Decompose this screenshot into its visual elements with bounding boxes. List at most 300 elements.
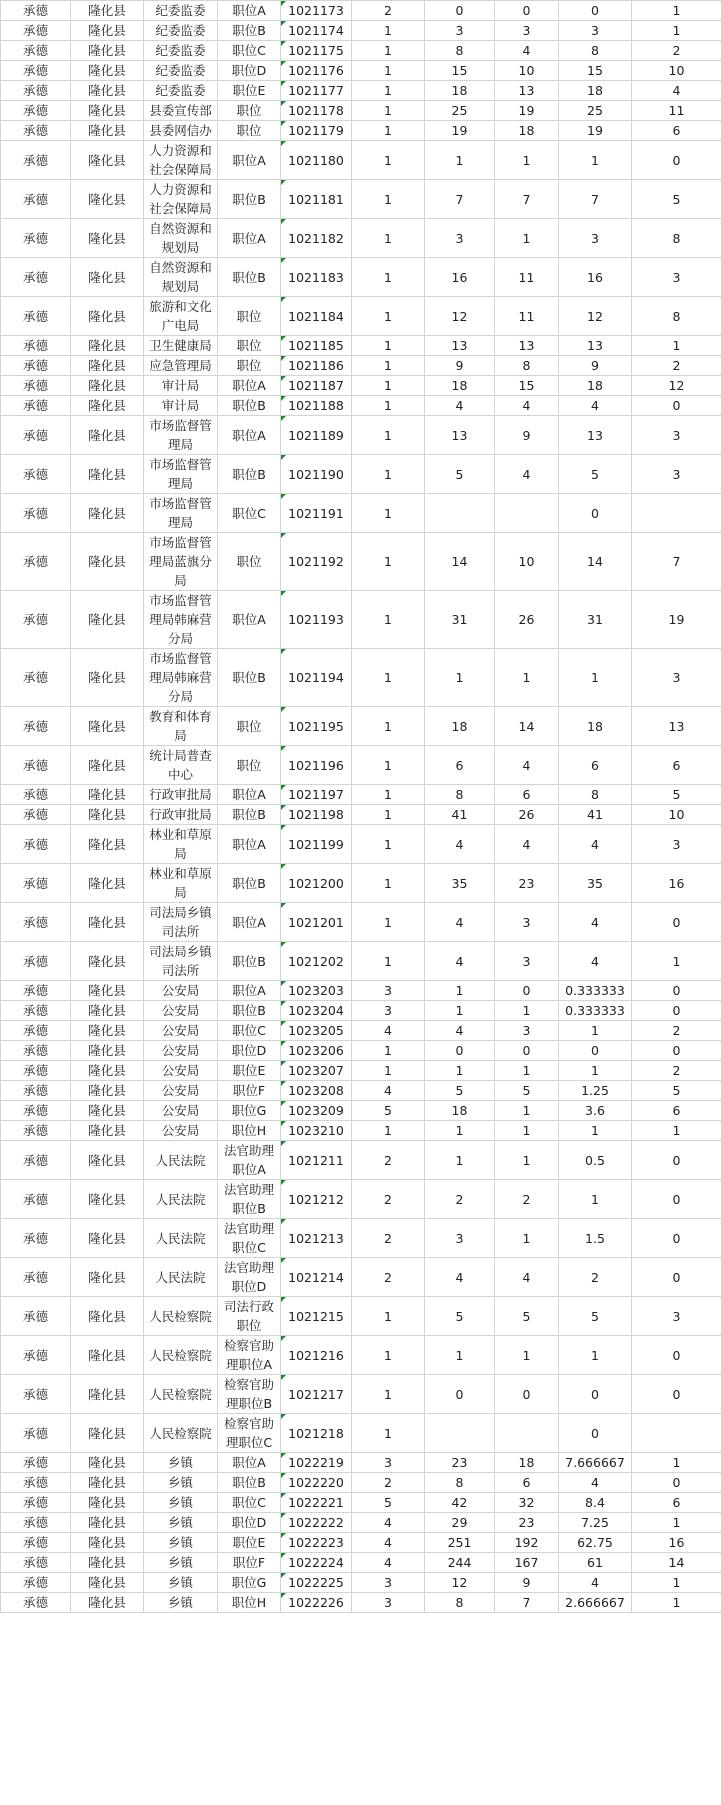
- city-cell[interactable]: 承德: [1, 1553, 71, 1573]
- city-cell[interactable]: 承德: [1, 376, 71, 396]
- paid-cell[interactable]: 0: [632, 141, 721, 180]
- paid-cell[interactable]: 16: [632, 1533, 721, 1553]
- county-cell[interactable]: 隆化县: [71, 101, 144, 121]
- applicants-cell[interactable]: 8: [425, 785, 495, 805]
- county-cell[interactable]: 隆化县: [71, 61, 144, 81]
- quota-cell[interactable]: 1: [352, 336, 425, 356]
- quota-cell[interactable]: 1: [352, 101, 425, 121]
- ratio-cell[interactable]: 0: [559, 1, 632, 21]
- paid-cell[interactable]: [632, 1414, 721, 1453]
- approved-cell[interactable]: 3: [495, 21, 559, 41]
- code-cell[interactable]: 1021194: [281, 649, 352, 707]
- code-cell[interactable]: 1023203: [281, 981, 352, 1001]
- approved-cell[interactable]: 15: [495, 376, 559, 396]
- county-cell[interactable]: 隆化县: [71, 1101, 144, 1121]
- position-cell[interactable]: 检察官助理职位B: [218, 1375, 281, 1414]
- county-cell[interactable]: 隆化县: [71, 785, 144, 805]
- county-cell[interactable]: 隆化县: [71, 864, 144, 903]
- city-cell[interactable]: 承德: [1, 61, 71, 81]
- code-cell[interactable]: 1021213: [281, 1219, 352, 1258]
- approved-cell[interactable]: 1: [495, 1121, 559, 1141]
- position-cell[interactable]: 职位H: [218, 1593, 281, 1613]
- paid-cell[interactable]: 10: [632, 61, 721, 81]
- county-cell[interactable]: 隆化县: [71, 1414, 144, 1453]
- approved-cell[interactable]: 1: [495, 1001, 559, 1021]
- code-cell[interactable]: 1021199: [281, 825, 352, 864]
- department-cell[interactable]: 卫生健康局: [144, 336, 218, 356]
- code-cell[interactable]: 1023207: [281, 1061, 352, 1081]
- code-cell[interactable]: 1021193: [281, 591, 352, 649]
- city-cell[interactable]: 承德: [1, 1121, 71, 1141]
- county-cell[interactable]: 隆化县: [71, 356, 144, 376]
- ratio-cell[interactable]: 1.5: [559, 1219, 632, 1258]
- position-cell[interactable]: 职位F: [218, 1553, 281, 1573]
- city-cell[interactable]: 承德: [1, 1414, 71, 1453]
- quota-cell[interactable]: 1: [352, 297, 425, 336]
- applicants-cell[interactable]: 0: [425, 1041, 495, 1061]
- position-cell[interactable]: 职位D: [218, 61, 281, 81]
- department-cell[interactable]: 县委网信办: [144, 121, 218, 141]
- code-cell[interactable]: 1021185: [281, 336, 352, 356]
- quota-cell[interactable]: 1: [352, 942, 425, 981]
- applicants-cell[interactable]: 4: [425, 825, 495, 864]
- paid-cell[interactable]: 2: [632, 1061, 721, 1081]
- position-cell[interactable]: 职位A: [218, 1453, 281, 1473]
- applicants-cell[interactable]: 31: [425, 591, 495, 649]
- code-cell[interactable]: 1023209: [281, 1101, 352, 1121]
- position-cell[interactable]: 职位A: [218, 785, 281, 805]
- paid-cell[interactable]: 8: [632, 297, 721, 336]
- applicants-cell[interactable]: 12: [425, 297, 495, 336]
- paid-cell[interactable]: 3: [632, 416, 721, 455]
- paid-cell[interactable]: 12: [632, 376, 721, 396]
- code-cell[interactable]: 1021184: [281, 297, 352, 336]
- position-cell[interactable]: 职位B: [218, 180, 281, 219]
- ratio-cell[interactable]: 1.25: [559, 1081, 632, 1101]
- quota-cell[interactable]: 1: [352, 805, 425, 825]
- applicants-cell[interactable]: 4: [425, 396, 495, 416]
- department-cell[interactable]: 自然资源和规划局: [144, 219, 218, 258]
- position-cell[interactable]: 职位A: [218, 825, 281, 864]
- applicants-cell[interactable]: 1: [425, 1001, 495, 1021]
- quota-cell[interactable]: 4: [352, 1081, 425, 1101]
- code-cell[interactable]: 1022225: [281, 1573, 352, 1593]
- ratio-cell[interactable]: 1: [559, 1121, 632, 1141]
- approved-cell[interactable]: 5: [495, 1297, 559, 1336]
- department-cell[interactable]: 乡镇: [144, 1493, 218, 1513]
- applicants-cell[interactable]: 0: [425, 1, 495, 21]
- city-cell[interactable]: 承德: [1, 1453, 71, 1473]
- ratio-cell[interactable]: 8.4: [559, 1493, 632, 1513]
- county-cell[interactable]: 隆化县: [71, 707, 144, 746]
- county-cell[interactable]: 隆化县: [71, 1081, 144, 1101]
- position-cell[interactable]: 职位: [218, 356, 281, 376]
- city-cell[interactable]: 承德: [1, 1336, 71, 1375]
- position-cell[interactable]: 职位C: [218, 494, 281, 533]
- approved-cell[interactable]: 13: [495, 81, 559, 101]
- applicants-cell[interactable]: 8: [425, 1593, 495, 1613]
- department-cell[interactable]: 审计局: [144, 376, 218, 396]
- ratio-cell[interactable]: 1: [559, 1021, 632, 1041]
- quota-cell[interactable]: 1: [352, 1121, 425, 1141]
- city-cell[interactable]: 承德: [1, 41, 71, 61]
- county-cell[interactable]: 隆化县: [71, 41, 144, 61]
- position-cell[interactable]: 职位G: [218, 1101, 281, 1121]
- paid-cell[interactable]: 0: [632, 396, 721, 416]
- code-cell[interactable]: 1021200: [281, 864, 352, 903]
- ratio-cell[interactable]: 5: [559, 1297, 632, 1336]
- ratio-cell[interactable]: 0: [559, 1041, 632, 1061]
- code-cell[interactable]: 1021196: [281, 746, 352, 785]
- city-cell[interactable]: 承德: [1, 1041, 71, 1061]
- ratio-cell[interactable]: 4: [559, 1573, 632, 1593]
- applicants-cell[interactable]: 6: [425, 746, 495, 785]
- applicants-cell[interactable]: 4: [425, 1021, 495, 1041]
- position-cell[interactable]: 职位B: [218, 805, 281, 825]
- quota-cell[interactable]: 4: [352, 1553, 425, 1573]
- city-cell[interactable]: 承德: [1, 141, 71, 180]
- quota-cell[interactable]: 1: [352, 61, 425, 81]
- city-cell[interactable]: 承德: [1, 1061, 71, 1081]
- department-cell[interactable]: 人民法院: [144, 1219, 218, 1258]
- approved-cell[interactable]: 10: [495, 61, 559, 81]
- department-cell[interactable]: 公安局: [144, 1061, 218, 1081]
- approved-cell[interactable]: 26: [495, 591, 559, 649]
- paid-cell[interactable]: 4: [632, 81, 721, 101]
- quota-cell[interactable]: 1: [352, 864, 425, 903]
- ratio-cell[interactable]: 4: [559, 825, 632, 864]
- quota-cell[interactable]: 1: [352, 903, 425, 942]
- position-cell[interactable]: 职位A: [218, 903, 281, 942]
- quota-cell[interactable]: 1: [352, 121, 425, 141]
- approved-cell[interactable]: 1: [495, 1101, 559, 1121]
- approved-cell[interactable]: 1: [495, 219, 559, 258]
- approved-cell[interactable]: 8: [495, 356, 559, 376]
- quota-cell[interactable]: 2: [352, 1219, 425, 1258]
- county-cell[interactable]: 隆化县: [71, 141, 144, 180]
- ratio-cell[interactable]: 8: [559, 41, 632, 61]
- quota-cell[interactable]: 2: [352, 1141, 425, 1180]
- code-cell[interactable]: 1022223: [281, 1533, 352, 1553]
- paid-cell[interactable]: 14: [632, 1553, 721, 1573]
- code-cell[interactable]: 1021215: [281, 1297, 352, 1336]
- county-cell[interactable]: 隆化县: [71, 455, 144, 494]
- position-cell[interactable]: 职位E: [218, 1533, 281, 1553]
- county-cell[interactable]: 隆化县: [71, 1473, 144, 1493]
- department-cell[interactable]: 公安局: [144, 1101, 218, 1121]
- department-cell[interactable]: 人民检察院: [144, 1414, 218, 1453]
- quota-cell[interactable]: 4: [352, 1513, 425, 1533]
- paid-cell[interactable]: 13: [632, 707, 721, 746]
- approved-cell[interactable]: 4: [495, 825, 559, 864]
- position-cell[interactable]: 职位B: [218, 396, 281, 416]
- city-cell[interactable]: 承德: [1, 356, 71, 376]
- paid-cell[interactable]: 1: [632, 21, 721, 41]
- department-cell[interactable]: 纪委监委: [144, 81, 218, 101]
- applicants-cell[interactable]: 35: [425, 864, 495, 903]
- county-cell[interactable]: 隆化县: [71, 746, 144, 785]
- position-cell[interactable]: 职位A: [218, 416, 281, 455]
- code-cell[interactable]: 1021202: [281, 942, 352, 981]
- quota-cell[interactable]: 5: [352, 1101, 425, 1121]
- county-cell[interactable]: 隆化县: [71, 21, 144, 41]
- city-cell[interactable]: 承德: [1, 649, 71, 707]
- approved-cell[interactable]: 23: [495, 1513, 559, 1533]
- ratio-cell[interactable]: 6: [559, 746, 632, 785]
- paid-cell[interactable]: 1: [632, 1, 721, 21]
- paid-cell[interactable]: 1: [632, 1121, 721, 1141]
- code-cell[interactable]: 1021174: [281, 21, 352, 41]
- position-cell[interactable]: 职位A: [218, 376, 281, 396]
- quota-cell[interactable]: 1: [352, 591, 425, 649]
- approved-cell[interactable]: 13: [495, 336, 559, 356]
- paid-cell[interactable]: 0: [632, 1375, 721, 1414]
- county-cell[interactable]: 隆化县: [71, 1258, 144, 1297]
- city-cell[interactable]: 承德: [1, 1573, 71, 1593]
- paid-cell[interactable]: 16: [632, 864, 721, 903]
- approved-cell[interactable]: 0: [495, 1, 559, 21]
- city-cell[interactable]: 承德: [1, 707, 71, 746]
- quota-cell[interactable]: 1: [352, 707, 425, 746]
- department-cell[interactable]: 乡镇: [144, 1593, 218, 1613]
- code-cell[interactable]: 1021178: [281, 101, 352, 121]
- quota-cell[interactable]: 1: [352, 1375, 425, 1414]
- department-cell[interactable]: 行政审批局: [144, 805, 218, 825]
- ratio-cell[interactable]: 1: [559, 1061, 632, 1081]
- quota-cell[interactable]: 1: [352, 1297, 425, 1336]
- city-cell[interactable]: 承德: [1, 180, 71, 219]
- quota-cell[interactable]: 1: [352, 825, 425, 864]
- position-cell[interactable]: 职位H: [218, 1121, 281, 1141]
- paid-cell[interactable]: 0: [632, 1001, 721, 1021]
- ratio-cell[interactable]: 3: [559, 219, 632, 258]
- quota-cell[interactable]: 1: [352, 141, 425, 180]
- position-cell[interactable]: 职位: [218, 746, 281, 785]
- quota-cell[interactable]: 1: [352, 649, 425, 707]
- paid-cell[interactable]: 1: [632, 942, 721, 981]
- county-cell[interactable]: 隆化县: [71, 825, 144, 864]
- position-cell[interactable]: 职位A: [218, 1, 281, 21]
- county-cell[interactable]: 隆化县: [71, 1513, 144, 1533]
- department-cell[interactable]: 应急管理局: [144, 356, 218, 376]
- applicants-cell[interactable]: [425, 1414, 495, 1453]
- paid-cell[interactable]: 2: [632, 356, 721, 376]
- county-cell[interactable]: 隆化县: [71, 258, 144, 297]
- city-cell[interactable]: 承德: [1, 1513, 71, 1533]
- quota-cell[interactable]: 1: [352, 785, 425, 805]
- position-cell[interactable]: 检察官助理职位C: [218, 1414, 281, 1453]
- county-cell[interactable]: 隆化县: [71, 297, 144, 336]
- paid-cell[interactable]: 3: [632, 455, 721, 494]
- approved-cell[interactable]: 2: [495, 1180, 559, 1219]
- approved-cell[interactable]: 18: [495, 1453, 559, 1473]
- county-cell[interactable]: 隆化县: [71, 591, 144, 649]
- city-cell[interactable]: 承德: [1, 1258, 71, 1297]
- ratio-cell[interactable]: 19: [559, 121, 632, 141]
- code-cell[interactable]: 1021192: [281, 533, 352, 591]
- county-cell[interactable]: 隆化县: [71, 1297, 144, 1336]
- quota-cell[interactable]: 1: [352, 219, 425, 258]
- ratio-cell[interactable]: 2.666667: [559, 1593, 632, 1613]
- applicants-cell[interactable]: 8: [425, 1473, 495, 1493]
- county-cell[interactable]: 隆化县: [71, 121, 144, 141]
- applicants-cell[interactable]: 42: [425, 1493, 495, 1513]
- county-cell[interactable]: 隆化县: [71, 1001, 144, 1021]
- city-cell[interactable]: 承德: [1, 1593, 71, 1613]
- ratio-cell[interactable]: 12: [559, 297, 632, 336]
- ratio-cell[interactable]: 4: [559, 1473, 632, 1493]
- position-cell[interactable]: 职位A: [218, 591, 281, 649]
- ratio-cell[interactable]: 18: [559, 376, 632, 396]
- city-cell[interactable]: 承德: [1, 1219, 71, 1258]
- county-cell[interactable]: 隆化县: [71, 1453, 144, 1473]
- ratio-cell[interactable]: 4: [559, 903, 632, 942]
- position-cell[interactable]: 职位: [218, 121, 281, 141]
- county-cell[interactable]: 隆化县: [71, 903, 144, 942]
- code-cell[interactable]: 1021201: [281, 903, 352, 942]
- department-cell[interactable]: 人民法院: [144, 1258, 218, 1297]
- code-cell[interactable]: 1021179: [281, 121, 352, 141]
- ratio-cell[interactable]: 5: [559, 455, 632, 494]
- department-cell[interactable]: 公安局: [144, 1121, 218, 1141]
- paid-cell[interactable]: 1: [632, 1513, 721, 1533]
- code-cell[interactable]: 1023210: [281, 1121, 352, 1141]
- position-cell[interactable]: 职位C: [218, 41, 281, 61]
- approved-cell[interactable]: 4: [495, 396, 559, 416]
- ratio-cell[interactable]: 35: [559, 864, 632, 903]
- ratio-cell[interactable]: 4: [559, 942, 632, 981]
- code-cell[interactable]: 1021173: [281, 1, 352, 21]
- quota-cell[interactable]: 1: [352, 396, 425, 416]
- applicants-cell[interactable]: 12: [425, 1573, 495, 1593]
- applicants-cell[interactable]: 5: [425, 455, 495, 494]
- code-cell[interactable]: 1021195: [281, 707, 352, 746]
- code-cell[interactable]: 1021181: [281, 180, 352, 219]
- code-cell[interactable]: 1021177: [281, 81, 352, 101]
- department-cell[interactable]: 公安局: [144, 1041, 218, 1061]
- code-cell[interactable]: 1021175: [281, 41, 352, 61]
- approved-cell[interactable]: 9: [495, 1573, 559, 1593]
- department-cell[interactable]: 林业和草原局: [144, 864, 218, 903]
- approved-cell[interactable]: 1: [495, 1219, 559, 1258]
- code-cell[interactable]: 1021216: [281, 1336, 352, 1375]
- paid-cell[interactable]: 0: [632, 1258, 721, 1297]
- applicants-cell[interactable]: 18: [425, 81, 495, 101]
- code-cell[interactable]: 1021183: [281, 258, 352, 297]
- approved-cell[interactable]: 4: [495, 1258, 559, 1297]
- city-cell[interactable]: 承德: [1, 785, 71, 805]
- ratio-cell[interactable]: 18: [559, 707, 632, 746]
- county-cell[interactable]: 隆化县: [71, 1573, 144, 1593]
- approved-cell[interactable]: 192: [495, 1533, 559, 1553]
- city-cell[interactable]: 承德: [1, 21, 71, 41]
- county-cell[interactable]: 隆化县: [71, 1180, 144, 1219]
- city-cell[interactable]: 承德: [1, 81, 71, 101]
- approved-cell[interactable]: 14: [495, 707, 559, 746]
- applicants-cell[interactable]: 1: [425, 649, 495, 707]
- position-cell[interactable]: 法官助理职位A: [218, 1141, 281, 1180]
- county-cell[interactable]: 隆化县: [71, 180, 144, 219]
- department-cell[interactable]: 人民法院: [144, 1141, 218, 1180]
- ratio-cell[interactable]: 15: [559, 61, 632, 81]
- approved-cell[interactable]: 1: [495, 1061, 559, 1081]
- approved-cell[interactable]: 167: [495, 1553, 559, 1573]
- city-cell[interactable]: 承德: [1, 1297, 71, 1336]
- ratio-cell[interactable]: 16: [559, 258, 632, 297]
- city-cell[interactable]: 承德: [1, 1493, 71, 1513]
- code-cell[interactable]: 1021198: [281, 805, 352, 825]
- paid-cell[interactable]: 0: [632, 1219, 721, 1258]
- paid-cell[interactable]: 1: [632, 336, 721, 356]
- approved-cell[interactable]: 7: [495, 180, 559, 219]
- city-cell[interactable]: 承德: [1, 1001, 71, 1021]
- ratio-cell[interactable]: 9: [559, 356, 632, 376]
- position-cell[interactable]: 法官助理职位C: [218, 1219, 281, 1258]
- position-cell[interactable]: 职位: [218, 297, 281, 336]
- position-cell[interactable]: 职位B: [218, 21, 281, 41]
- approved-cell[interactable]: 1: [495, 1336, 559, 1375]
- approved-cell[interactable]: 4: [495, 41, 559, 61]
- applicants-cell[interactable]: 5: [425, 1081, 495, 1101]
- city-cell[interactable]: 承德: [1, 396, 71, 416]
- approved-cell[interactable]: 5: [495, 1081, 559, 1101]
- ratio-cell[interactable]: 1: [559, 1336, 632, 1375]
- approved-cell[interactable]: 9: [495, 416, 559, 455]
- ratio-cell[interactable]: 7: [559, 180, 632, 219]
- quota-cell[interactable]: 1: [352, 41, 425, 61]
- position-cell[interactable]: 职位B: [218, 649, 281, 707]
- paid-cell[interactable]: 6: [632, 746, 721, 785]
- approved-cell[interactable]: 3: [495, 903, 559, 942]
- ratio-cell[interactable]: 61: [559, 1553, 632, 1573]
- applicants-cell[interactable]: 16: [425, 258, 495, 297]
- code-cell[interactable]: 1021182: [281, 219, 352, 258]
- ratio-cell[interactable]: 7.666667: [559, 1453, 632, 1473]
- city-cell[interactable]: 承德: [1, 746, 71, 785]
- position-cell[interactable]: 职位F: [218, 1081, 281, 1101]
- applicants-cell[interactable]: 9: [425, 356, 495, 376]
- code-cell[interactable]: 1021190: [281, 455, 352, 494]
- position-cell[interactable]: 法官助理职位B: [218, 1180, 281, 1219]
- approved-cell[interactable]: 11: [495, 297, 559, 336]
- county-cell[interactable]: 隆化县: [71, 416, 144, 455]
- city-cell[interactable]: 承德: [1, 825, 71, 864]
- code-cell[interactable]: 1023204: [281, 1001, 352, 1021]
- approved-cell[interactable]: 1: [495, 649, 559, 707]
- ratio-cell[interactable]: 0: [559, 1375, 632, 1414]
- code-cell[interactable]: 1022220: [281, 1473, 352, 1493]
- position-cell[interactable]: 职位: [218, 336, 281, 356]
- approved-cell[interactable]: [495, 1414, 559, 1453]
- quota-cell[interactable]: 1: [352, 81, 425, 101]
- department-cell[interactable]: 林业和草原局: [144, 825, 218, 864]
- applicants-cell[interactable]: 25: [425, 101, 495, 121]
- applicants-cell[interactable]: 5: [425, 1297, 495, 1336]
- applicants-cell[interactable]: 29: [425, 1513, 495, 1533]
- approved-cell[interactable]: [495, 494, 559, 533]
- applicants-cell[interactable]: 15: [425, 61, 495, 81]
- approved-cell[interactable]: 10: [495, 533, 559, 591]
- ratio-cell[interactable]: 3.6: [559, 1101, 632, 1121]
- ratio-cell[interactable]: 0.333333: [559, 1001, 632, 1021]
- position-cell[interactable]: 职位C: [218, 1021, 281, 1041]
- paid-cell[interactable]: 5: [632, 785, 721, 805]
- department-cell[interactable]: 自然资源和规划局: [144, 258, 218, 297]
- approved-cell[interactable]: 23: [495, 864, 559, 903]
- ratio-cell[interactable]: 14: [559, 533, 632, 591]
- county-cell[interactable]: 隆化县: [71, 1553, 144, 1573]
- ratio-cell[interactable]: 1: [559, 1180, 632, 1219]
